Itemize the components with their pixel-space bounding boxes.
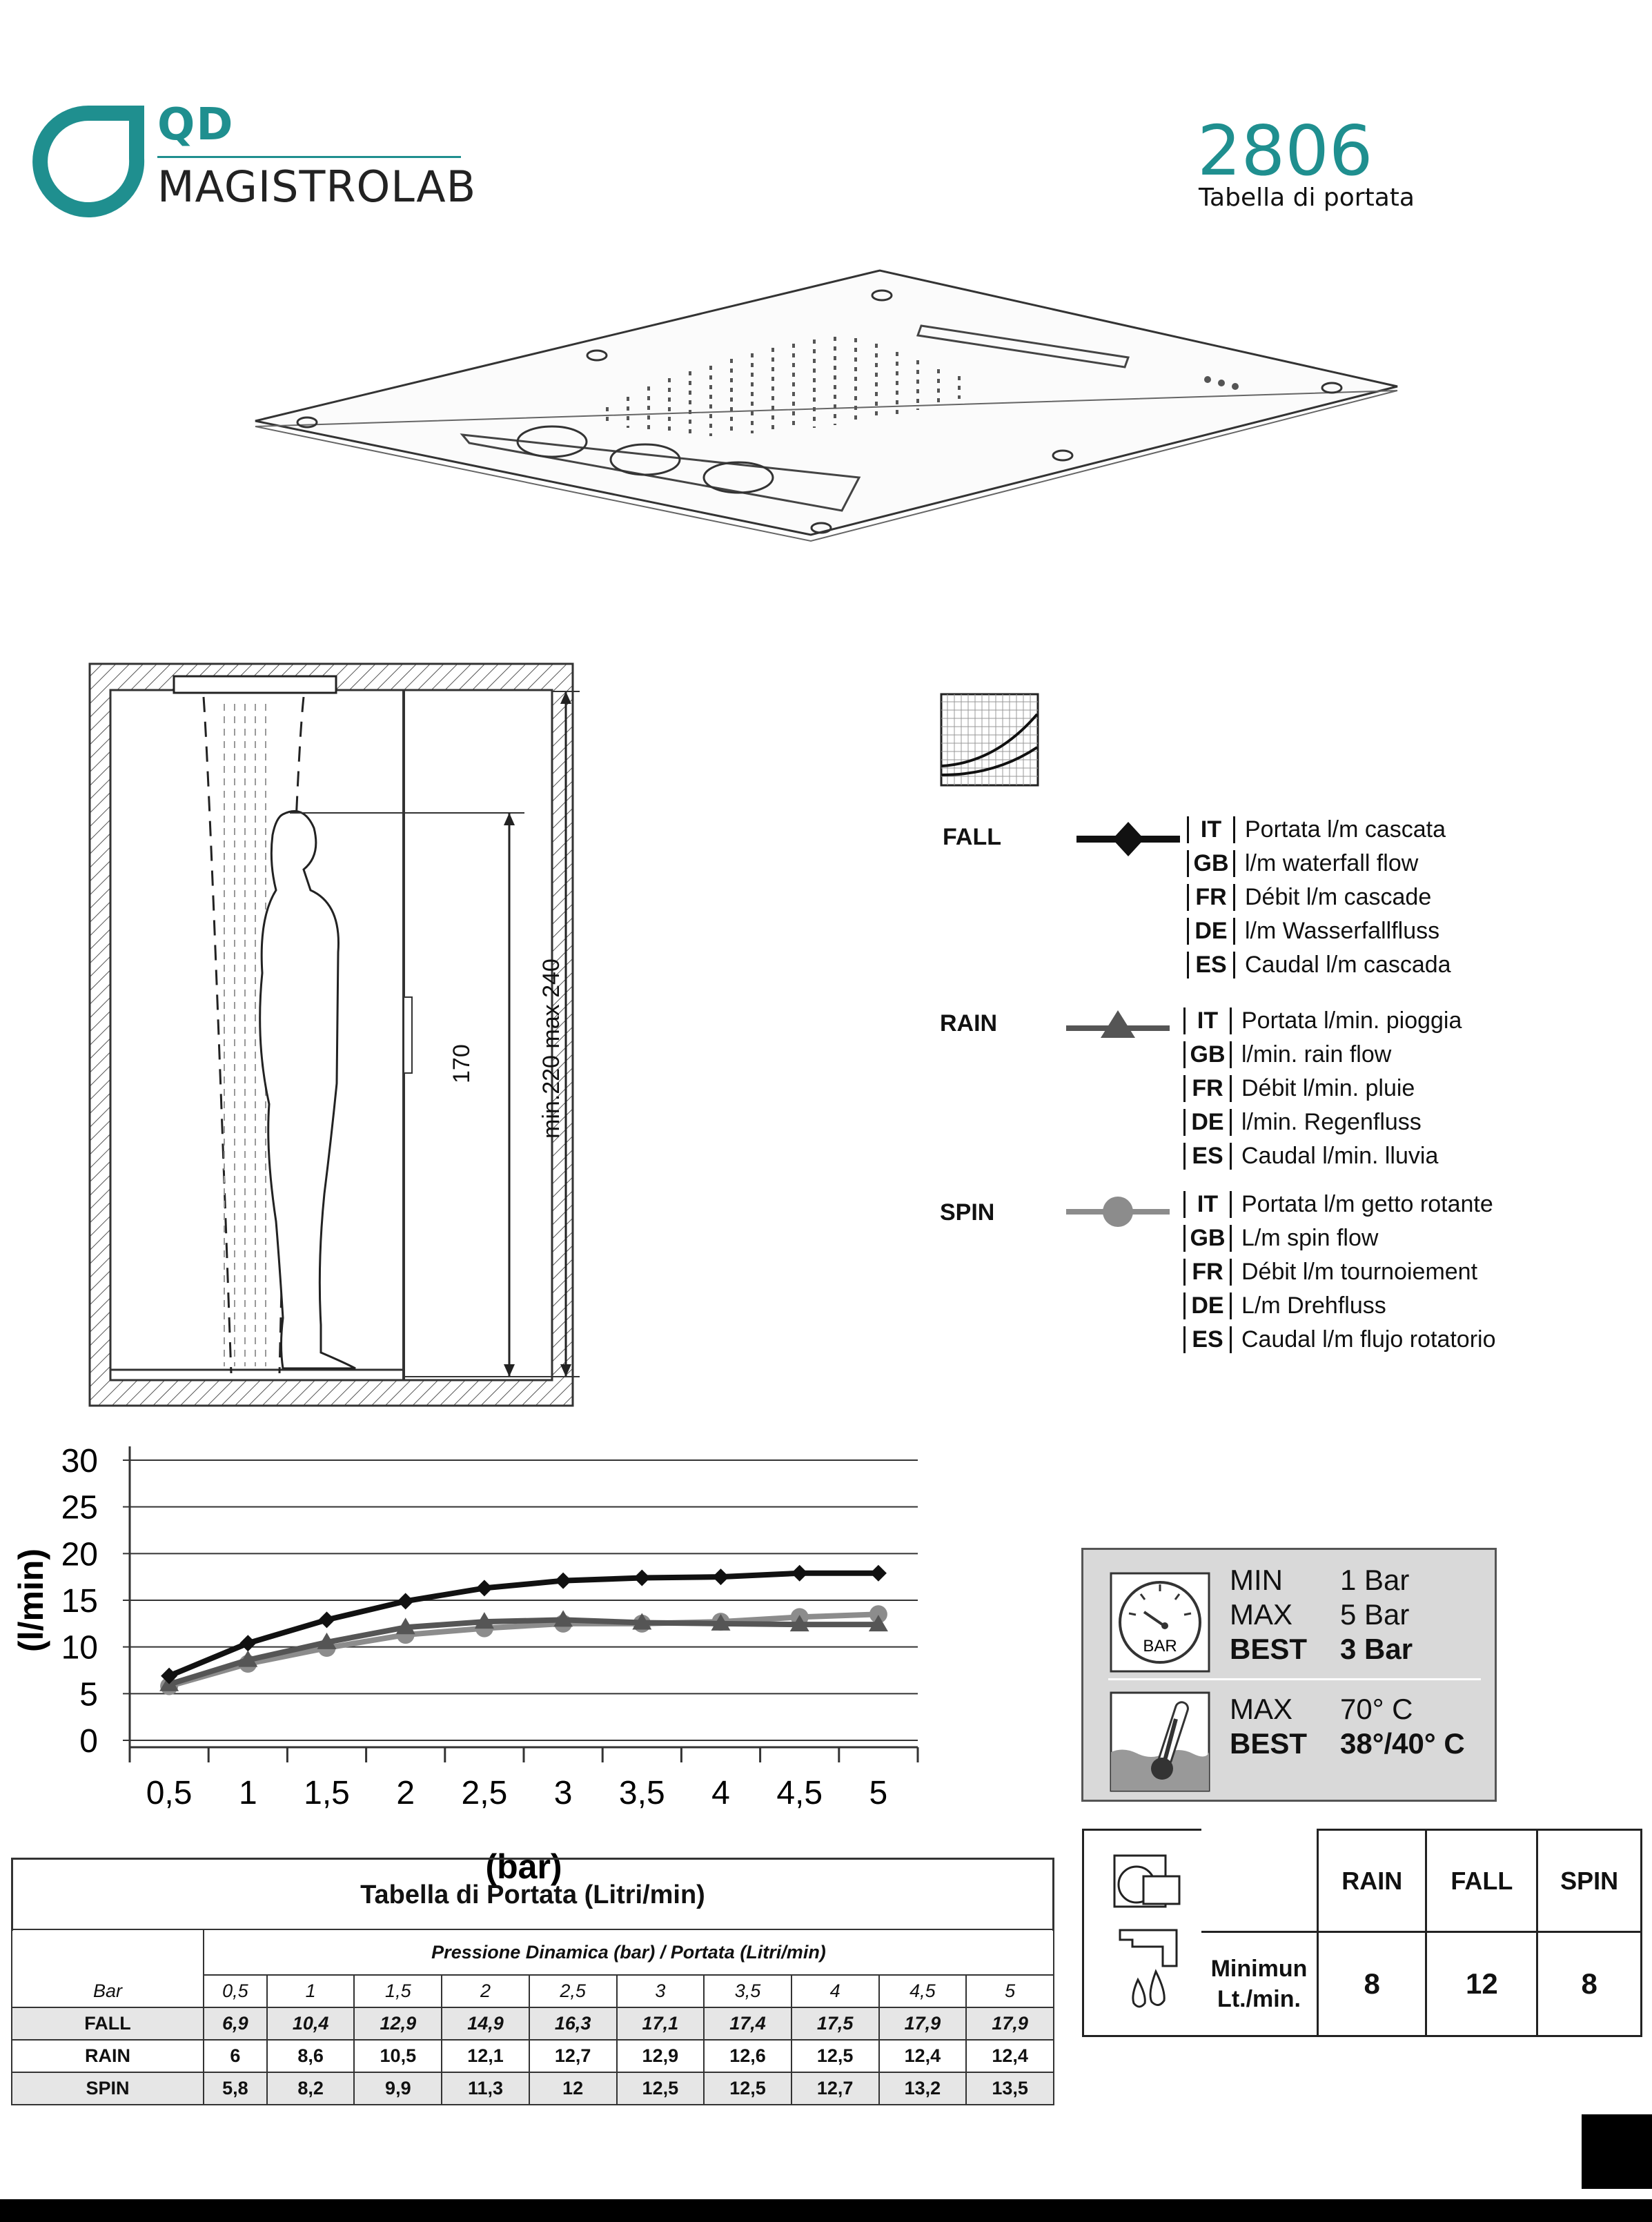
table-row (12, 2007, 1054, 2040)
table-cell: 10,4 (267, 2007, 355, 2040)
table-cell: 12,5 (791, 2040, 879, 2072)
table-cell: 10,5 (354, 2040, 442, 2072)
table-cell: 13,2 (879, 2072, 967, 2105)
legend-rain-code: FR (1183, 1075, 1232, 1102)
data-point-fall (555, 1573, 571, 1589)
legend-spin-code: ES (1183, 1326, 1232, 1353)
x-tick-label: 0,5 (146, 1775, 193, 1811)
x-tick-label: 5 (869, 1775, 888, 1811)
mixer-icon-cell (1083, 1830, 1202, 2036)
x-tick-label: 4 (711, 1775, 730, 1811)
minimum-header-fall: FALL (1426, 1830, 1537, 1932)
pressure-gauge-icon (1110, 1572, 1210, 1673)
flow-table-title: Tabella di Portata (Litri/min) (360, 1880, 705, 1909)
x-tick-label: 1,5 (304, 1775, 350, 1811)
bar-cell: 3 (617, 1975, 705, 2007)
data-point-fall (319, 1611, 335, 1628)
y-tick-label: 30 (61, 1443, 98, 1479)
table-cell: 9,9 (354, 2072, 442, 2105)
temperature-max-label: MAX (1230, 1693, 1293, 1725)
bar-cell: 5 (966, 1975, 1054, 2007)
installation-diagram (83, 656, 580, 1428)
temperature-max-value: 70° C (1340, 1693, 1413, 1725)
table-cell: 11,3 (442, 2072, 529, 2105)
bar-cell: 1,5 (354, 1975, 442, 2007)
legend-rain-text: Débit l/min. pluie (1241, 1074, 1415, 1101)
table-cell: 6,9 (204, 2007, 267, 2040)
bar-cell: 0,5 (204, 1975, 267, 2007)
rain-triangle-marker-icon (1066, 1005, 1170, 1046)
minimum-value-rain: 8 (1318, 1932, 1426, 2036)
legend-fall-text: l/m Wasserfallfluss (1245, 917, 1440, 944)
legend-fall-code: ES (1187, 952, 1235, 979)
table-cell: 8,6 (267, 2040, 355, 2072)
minimum-flow-table (1082, 1829, 1642, 2037)
flow-table-title-box (11, 1858, 1054, 1931)
legend-spin-code: IT (1183, 1191, 1232, 1218)
bar-cell: 4,5 (879, 1975, 967, 2007)
bar-cell: 2,5 (529, 1975, 617, 2007)
table-cell: 17,4 (704, 2007, 791, 2040)
data-point-fall (476, 1580, 493, 1596)
flow-table-corner (12, 1929, 204, 1975)
flow-table (11, 1929, 1054, 2105)
spin-circle-marker-icon (1066, 1191, 1170, 1232)
x-tick-label: 3,5 (618, 1775, 665, 1811)
data-point-fall (239, 1635, 256, 1651)
table-cell: 12,5 (704, 2072, 791, 2105)
bar-cell: 1 (267, 1975, 355, 2007)
operating-conditions-panel (1081, 1548, 1497, 1802)
legend-fall-code: DE (1187, 918, 1235, 945)
legend-rain-text: Caudal l/min. lluvia (1241, 1142, 1439, 1169)
table-cell: 12,9 (617, 2040, 705, 2072)
pressure-min-value: 1 Bar (1340, 1564, 1410, 1596)
data-point-fall (791, 1565, 808, 1582)
legend-rain-title: RAIN (940, 1010, 998, 1036)
minimum-row-label-line2: Lt./min. (1217, 1986, 1301, 2012)
minimum-header-rain: RAIN (1318, 1830, 1426, 1932)
legend-rain-code: DE (1183, 1109, 1232, 1136)
legend-spin-text: Débit l/m tournoiement (1241, 1258, 1478, 1285)
minimum-value-fall: 12 (1426, 1932, 1537, 2036)
pressure-best-label: BEST (1230, 1633, 1308, 1665)
footer-bar (0, 2199, 1652, 2222)
data-point-fall (397, 1593, 414, 1609)
gauge-text: BAR (1143, 1637, 1177, 1655)
table-cell: 12,7 (791, 2072, 879, 2105)
table-cell: 17,1 (617, 2007, 705, 2040)
legend-fall-code: GB (1187, 850, 1235, 877)
legend-spin-code: DE (1183, 1292, 1232, 1319)
data-point-fall (713, 1569, 729, 1585)
legend-fall-text: l/m waterfall flow (1245, 849, 1419, 876)
data-point-fall (870, 1565, 887, 1582)
minimum-value-spin: 8 (1537, 1932, 1642, 2036)
y-tick-label: 25 (61, 1489, 98, 1526)
table-cell: 12 (529, 2072, 617, 2105)
pressure-max-value: 5 Bar (1340, 1598, 1410, 1631)
legend-fall-text: Débit l/m cascade (1245, 883, 1432, 910)
legend-rain-code: GB (1183, 1041, 1232, 1068)
flow-rate-chart (0, 1428, 952, 1886)
brand-divider (157, 156, 461, 158)
bar-cell: 2 (442, 1975, 529, 2007)
table-cell: 14,9 (442, 2007, 529, 2040)
legend-spin-text: Caudal l/m flujo rotatorio (1241, 1326, 1496, 1353)
x-tick-label: 2 (396, 1775, 415, 1811)
legend-fall-code: IT (1187, 816, 1235, 843)
legend-spin-text: Portata l/m getto rotante (1241, 1190, 1493, 1217)
pressure-max-label: MAX (1230, 1598, 1293, 1631)
legend-spin-text: L/m Drehfluss (1241, 1292, 1386, 1319)
table-cell: 12,1 (442, 2040, 529, 2072)
data-point-fall (633, 1570, 650, 1586)
legend-fall-text: Portata l/m cascata (1245, 816, 1446, 843)
legend-spin-code: FR (1183, 1259, 1232, 1286)
row-label: RAIN (12, 2040, 204, 2072)
flow-table-bar-label: Bar (12, 1975, 204, 2007)
minimum-row-label (1201, 1932, 1318, 2036)
y-tick-label: 15 (61, 1583, 98, 1620)
temperature-best-value: 38°/40° C (1340, 1727, 1465, 1760)
y-axis-label: (l/min) (12, 1548, 50, 1652)
legend-spin-title: SPIN (940, 1199, 995, 1226)
table-cell: 8,2 (267, 2072, 355, 2105)
minimum-row-label-line1: Minimun (1210, 1955, 1308, 1982)
y-tick-label: 0 (79, 1723, 98, 1760)
table-cell: 17,9 (966, 2007, 1054, 2040)
table-cell: 17,9 (879, 2007, 967, 2040)
table-cell: 12,7 (529, 2040, 617, 2072)
y-tick-label: 5 (79, 1676, 98, 1713)
table-cell: 12,5 (617, 2072, 705, 2105)
table-cell: 12,9 (354, 2007, 442, 2040)
brand-logo (33, 99, 477, 214)
corner-block (1582, 2114, 1652, 2189)
legend-rain-code: IT (1183, 1007, 1232, 1034)
x-axis-label: (bar) (485, 1847, 562, 1886)
legend (938, 814, 1629, 1366)
table-cell: 12,6 (704, 2040, 791, 2072)
bar-cell: 3,5 (704, 1975, 791, 2007)
thermometer-icon (1110, 1691, 1210, 1792)
x-tick-label: 1 (238, 1775, 257, 1811)
minimum-header-spacer (1201, 1830, 1318, 1932)
table-cell: 6 (204, 2040, 267, 2072)
table-cell: 5,8 (204, 2072, 267, 2105)
brand-bottom-text: MAGISTROLAB (157, 161, 477, 212)
ceiling-height-label: min.220 max 240 (538, 958, 564, 1139)
x-tick-label: 3 (553, 1775, 573, 1811)
row-label: FALL (12, 2007, 204, 2040)
legend-rain-text: l/min. Regenfluss (1241, 1108, 1422, 1135)
y-tick-label: 20 (61, 1536, 98, 1573)
series-line-rain (169, 1620, 878, 1684)
table-cell: 13,5 (966, 2072, 1054, 2105)
bar-cell: 4 (791, 1975, 879, 2007)
row-label: SPIN (12, 2072, 204, 2105)
model-number: 2806 (1197, 110, 1373, 191)
table-row (12, 2072, 1054, 2105)
drop-logo-icon (33, 104, 144, 214)
legend-fall-text: Caudal l/m cascada (1245, 951, 1451, 978)
table-cell: 17,5 (791, 2007, 879, 2040)
panel-divider (1108, 1678, 1481, 1680)
pressure-best-value: 3 Bar (1340, 1633, 1413, 1665)
legend-rain-text: l/min. rain flow (1241, 1041, 1392, 1068)
table-row (12, 2040, 1054, 2072)
person-height-label: 170 (449, 1044, 475, 1083)
temperature-best-label: BEST (1230, 1727, 1308, 1760)
page-subtitle: Tabella di portata (1199, 184, 1415, 212)
legend-spin-text: L/m spin flow (1241, 1224, 1379, 1251)
x-tick-label: 2,5 (461, 1775, 508, 1811)
y-tick-label: 10 (61, 1629, 98, 1666)
table-cell: 12,4 (966, 2040, 1054, 2072)
legend-rain-code: ES (1183, 1143, 1232, 1170)
minimum-header-spin: SPIN (1537, 1830, 1642, 1932)
flow-table-subtitle: Pressione Dinamica (bar) / Portata (Litri/min) (204, 1929, 1054, 1975)
legend-spin-code: GB (1183, 1225, 1232, 1252)
table-cell: 12,4 (879, 2040, 967, 2072)
shower-head-illustration (242, 262, 1415, 559)
flow-chart-icon (941, 694, 1039, 786)
legend-fall-code: FR (1187, 884, 1235, 911)
brand-top-text: QD (157, 99, 235, 150)
legend-rain-text: Portata l/min. pioggia (1241, 1007, 1462, 1034)
fall-diamond-marker-icon (1076, 818, 1180, 860)
legend-fall-title: FALL (943, 824, 1001, 850)
table-cell: 16,3 (529, 2007, 617, 2040)
mixer-valve-icon (1091, 1835, 1194, 2028)
pressure-min-label: MIN (1230, 1564, 1283, 1596)
x-tick-label: 4,5 (776, 1775, 823, 1811)
